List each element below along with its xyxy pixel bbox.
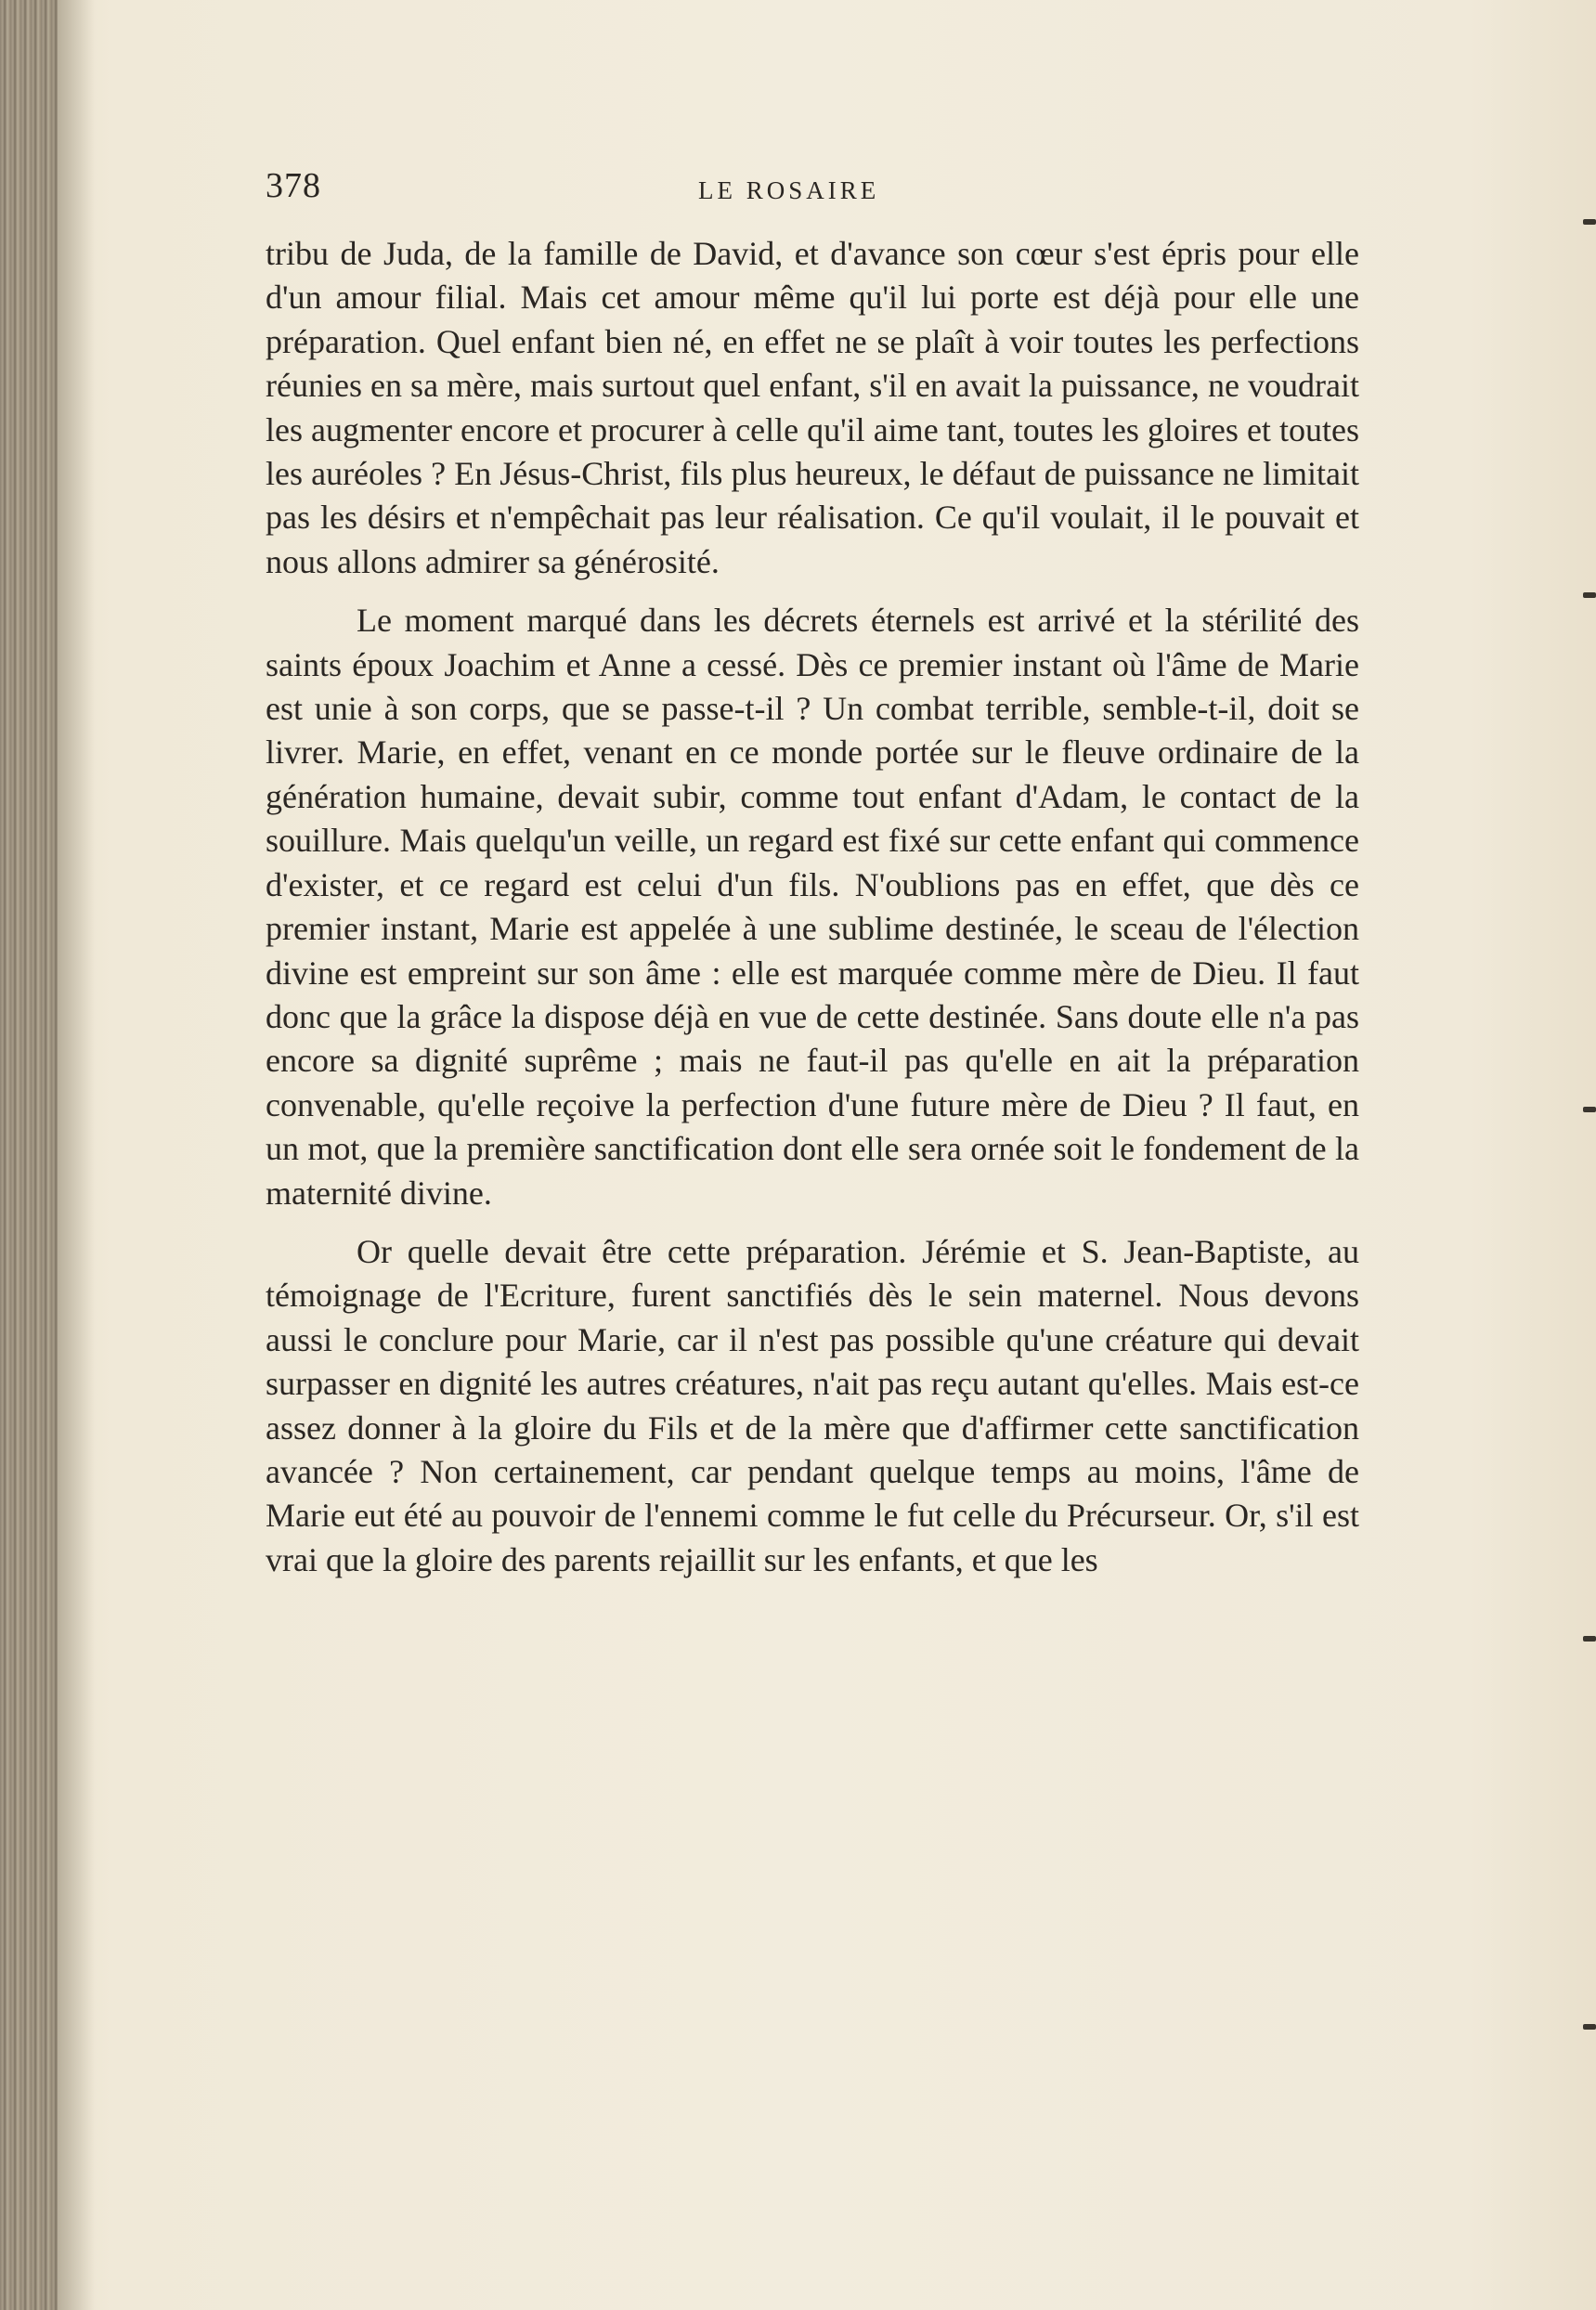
- page-number: 378: [266, 166, 321, 205]
- page-header: [266, 165, 1359, 217]
- running-title: LE ROSAIRE: [698, 176, 880, 204]
- paragraph: Le moment marqué dans les décrets éternels est arrivé et la stérilité des saints époux Joachim et Anne a cessé. Dès ce premier instant où l'âme de Marie est unie à son corps, que se passe-t-il ? Un combat terrible, semble-t-il, doit se livrer. Marie, en effet, venant en ce monde portée sur le fleuve ordinaire de la génération humaine, devait subir, comme tout enfant d'Adam, le contact de la souillure. Mais quelqu'un veille, un regard est fixé sur cette enfant qui commence d'exister, et ce regard est celui d'un fils. N'oublions pas en effet, que dès ce premier instant, Marie est appelée à une sublime destinée, le sceau de l'élection divine est empreint sur son âme : elle est marquée comme mère de Dieu. Il faut donc que la grâce la dispose déjà en vue de cette destinée. Sans doute elle n'a pas encore sa dignité suprême ; mais ne faut-il pas qu'elle en ait la préparation convenable, qu'elle reçoive la perfection d'une future mère de Dieu ? Il faut, en un mot, que la première sanctification dont elle sera ornée soit le fondement de la maternité divine.: [266, 602, 1359, 1212]
- page-edge-mark: [1583, 1107, 1596, 1112]
- paragraph: tribu de Juda, de la famille de David, et d'avance son cœur s'est épris pour elle d'un amour filial. Mais cet amour même qu'il lui porte est déjà pour elle une préparation. Quel enfant bien né, en effet ne se plaît à voir toutes les perfections réunies en sa mère, mais surtout quel enfant, s'il en avait la puissance, ne voudrait les augmenter encore et procurer à celle qu'il aime tant, toutes les gloires et toutes les auréoles ? En Jésus-Christ, fils plus heureux, le défaut de puissance ne limitait pas les désirs et n'empêchait pas leur réalisation. Ce qu'il voulait, il le pouvait et nous allons admirer sa générosité.: [266, 235, 1359, 580]
- page-edge-mark: [1583, 219, 1596, 225]
- binding-shadow: [58, 0, 95, 2310]
- book-binding: [0, 0, 58, 2310]
- page-edge-mark: [1583, 592, 1596, 598]
- page-edge-mark: [1583, 1636, 1596, 1642]
- page-edge-mark: [1583, 2024, 1596, 2030]
- body-text: [266, 232, 1359, 1582]
- paragraph: Or quelle devait être cette préparation. Jérémie et S. Jean-Baptiste, au témoignage de l'Ecriture, furent sanctifiés dès le sein maternel. Nous devons aussi le conclure pour Marie, car il n'est pas possible qu'une créature qui devait surpasser en dignité les autres créatures, n'ait pas reçu autant qu'elles. Mais est-ce assez donner à la gloire du Fils et de la mère que d'affirmer cette sanctification avancée ? Non certainement, car pendant quelque temps au moins, l'âme de Marie eut été au pouvoir de l'ennemi comme le fut celle du Précurseur. Or, s'il est vrai que la gloire des parents rejaillit sur les enfants, et que les: [266, 1232, 1359, 1578]
